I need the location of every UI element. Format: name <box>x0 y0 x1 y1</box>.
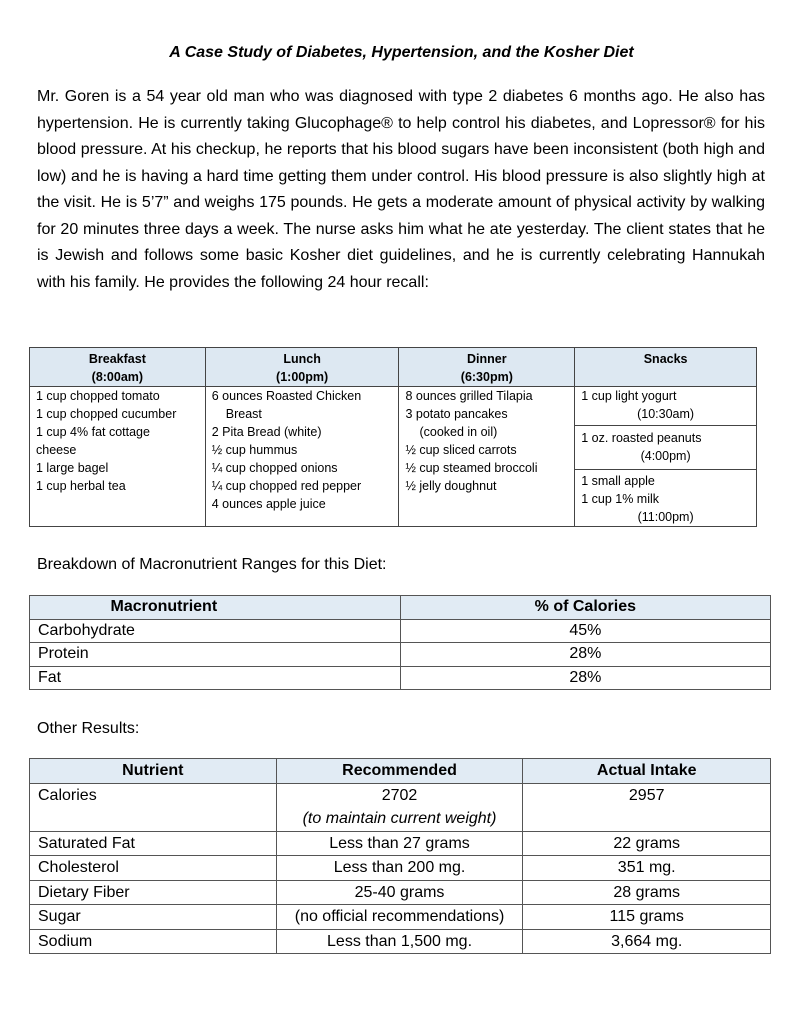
breakfast-cell <box>30 387 206 527</box>
list-item: ¼ cup chopped red pepper <box>211 479 362 493</box>
snack-peanuts <box>575 426 756 470</box>
list-item: 2 Pita Bread (white) <box>211 425 322 439</box>
list-item: cheese <box>36 443 77 457</box>
macro-pct: 45% <box>400 619 770 643</box>
recommended-value: 25-40 grams <box>276 880 523 905</box>
list-item: ¼ cup chopped onions <box>211 461 338 475</box>
recall-row <box>30 387 757 527</box>
recall-table <box>29 347 757 527</box>
table-row-note <box>30 807 771 831</box>
snack-item: 1 cup light yogurt <box>581 389 677 403</box>
document-title: A Case Study of Diabetes, Hypertension, and the Kosher Diet <box>169 44 634 61</box>
results-header-actual: Actual Intake <box>523 759 771 784</box>
actual-value: 351 mg. <box>523 856 771 881</box>
table-row <box>30 619 771 643</box>
macro-header-row <box>30 596 771 620</box>
table-row <box>30 905 771 930</box>
macro-table <box>29 595 771 690</box>
snack-time: (11:00pm) <box>637 510 694 524</box>
list-item: 1 cup herbal tea <box>36 479 126 493</box>
list-item: 1 large bagel <box>36 461 109 475</box>
list-item: 6 ounces Roasted Chicken <box>211 389 362 403</box>
macro-name: Fat <box>30 666 401 690</box>
list-item: 1 cup chopped cucumber <box>36 407 177 421</box>
snack-time: (10:30am) <box>637 407 695 421</box>
table-row <box>30 880 771 905</box>
macro-header-pct: % of Calories <box>400 596 770 620</box>
recommended-value: Less than 200 mg. <box>276 856 523 881</box>
nutrient-name: Dietary Fiber <box>30 880 277 905</box>
results-header-recommended: Recommended <box>276 759 523 784</box>
list-item: ½ cup hummus <box>211 443 298 457</box>
macro-pct: 28% <box>400 666 770 690</box>
list-item: (cooked in oil) <box>419 425 498 439</box>
snack-item: 1 oz. roasted peanuts <box>581 431 702 445</box>
recommended-value: (no official recommendations) <box>276 905 523 930</box>
macro-name: Carbohydrate <box>30 619 401 643</box>
recommended-value: Less than 27 grams <box>276 831 523 856</box>
results-section-label: Other Results: <box>37 720 140 737</box>
lunch-cell <box>205 387 399 527</box>
header-lunch: Lunch (1:00pm) <box>205 348 399 387</box>
nutrient-name: Saturated Fat <box>30 831 277 856</box>
snack-item: 1 cup 1% milk <box>581 492 660 506</box>
table-row <box>30 831 771 856</box>
actual-value: 115 grams <box>523 905 771 930</box>
nutrient-name: Calories <box>30 783 277 807</box>
header-snacks: Snacks <box>575 348 757 387</box>
list-item: 4 ounces apple juice <box>211 497 326 511</box>
macro-section-label: Breakdown of Macronutrient Ranges for this Diet: <box>37 556 387 573</box>
empty-cell <box>523 807 771 831</box>
list-item: ½ jelly doughnut <box>405 479 497 493</box>
snack-time: (4:00pm) <box>640 449 691 463</box>
list-item: ½ cup sliced carrots <box>405 443 517 457</box>
snack-item: 1 small apple <box>581 474 655 488</box>
macro-pct: 28% <box>400 643 770 667</box>
recommended-value: Less than 1,500 mg. <box>276 929 523 954</box>
results-header-row <box>30 759 771 784</box>
nutrient-name: Sodium <box>30 929 277 954</box>
table-row <box>30 666 771 690</box>
recommended-note: (to maintain current weight) <box>276 807 523 831</box>
list-item: 1 cup 4% fat cottage <box>36 425 150 439</box>
nutrient-name: Sugar <box>30 905 277 930</box>
empty-cell <box>30 807 277 831</box>
list-item: Breast <box>225 407 262 421</box>
recall-header-row <box>30 348 757 387</box>
snacks-cell <box>575 387 757 527</box>
dinner-cell <box>399 387 575 527</box>
header-breakfast: Breakfast (8:00am) <box>30 348 206 387</box>
snack-yogurt <box>575 387 756 426</box>
results-header-nutrient: Nutrient <box>30 759 277 784</box>
snack-apple-milk <box>575 470 756 526</box>
case-description: Mr. Goren is a 54 year old man who was diagnosed with type 2 diabetes 6 months ago. He also has hypertension. He is currently taking Glucophage® to help control his diabetes, and Lopressor® for his blood pressure. At his checkup, he reports that his blood sugars have been inconsistent (both high and low) and he is having a hard time getting them under control. His blood pressure is also slightly high at the visit. He is 5’7” and weighs 175 pounds. He gets a moderate amount of physical activity by walking for 20 minutes three days a week. The nurse asks him what he ate yesterday. The client states that he is Jewish and follows some basic Kosher diet guidelines, and he is currently celebrating Hannukah with his family. He provides the following 24 hour recall: <box>37 88 765 291</box>
list-item: 3 potato pancakes <box>405 407 508 421</box>
macro-header-name: Macronutrient <box>30 596 401 620</box>
actual-value: 22 grams <box>523 831 771 856</box>
actual-value: 28 grams <box>523 880 771 905</box>
header-dinner: Dinner (6:30pm) <box>399 348 575 387</box>
table-row <box>30 643 771 667</box>
actual-value: 2957 <box>523 783 771 807</box>
macro-name: Protein <box>30 643 401 667</box>
list-item: 8 ounces grilled Tilapia <box>405 389 533 403</box>
list-item: ½ cup steamed broccoli <box>405 461 538 475</box>
table-row <box>30 856 771 881</box>
list-item: 1 cup chopped tomato <box>36 389 160 403</box>
results-table <box>29 758 771 954</box>
table-row <box>30 783 771 807</box>
nutrient-name: Cholesterol <box>30 856 277 881</box>
actual-value: 3,664 mg. <box>523 929 771 954</box>
recommended-value: 2702 <box>276 783 523 807</box>
table-row <box>30 929 771 954</box>
